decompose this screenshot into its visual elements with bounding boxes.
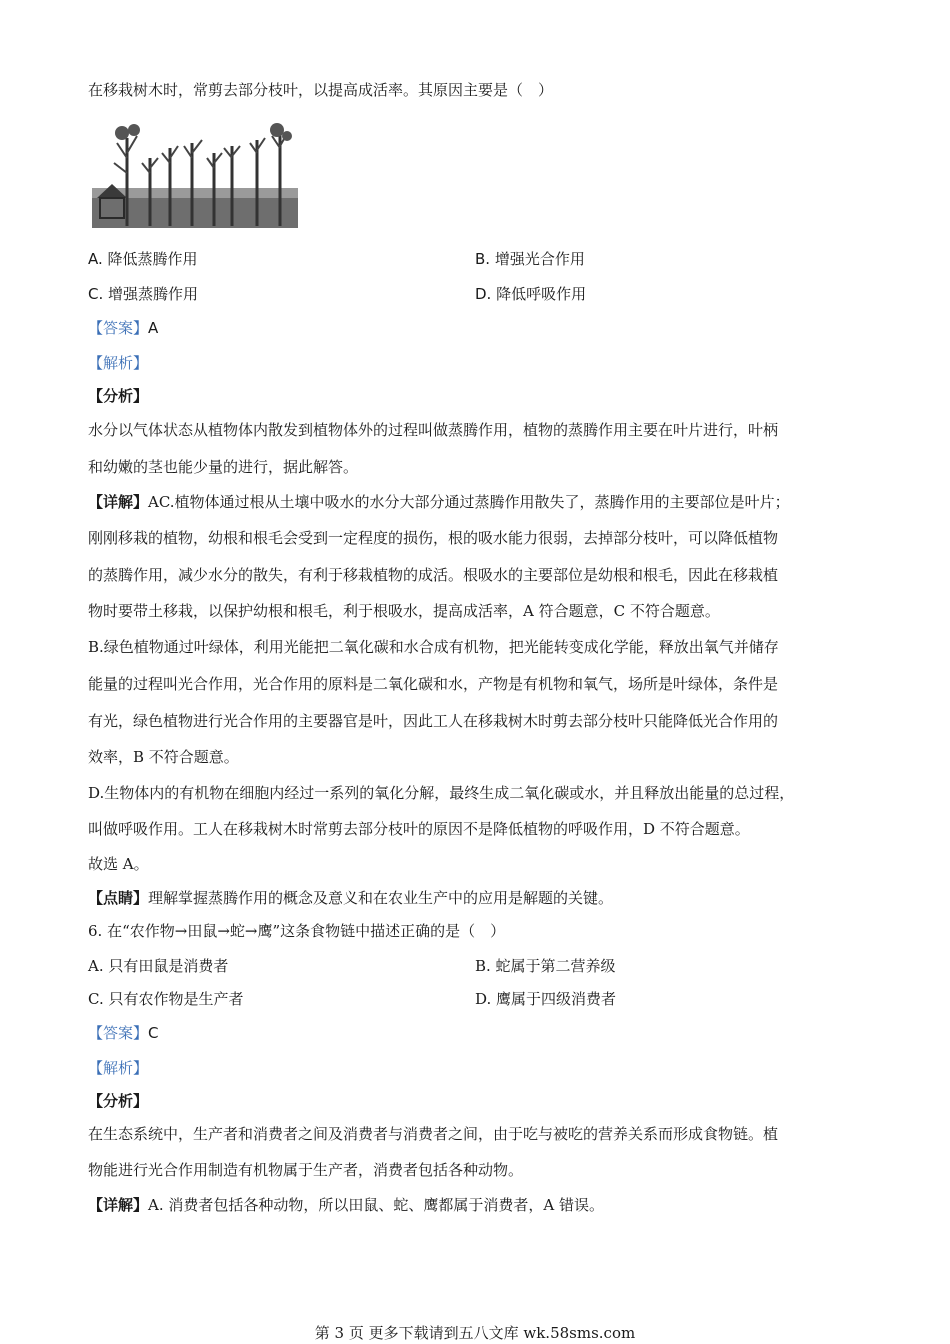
q5-detail-line (88, 492, 790, 512)
q5-detail-line: 效率，B 不符合题意。 (88, 748, 239, 766)
q6-fenxi-line: 在生态系统中，生产者和消费者之间及消费者与消费者之间，由于吃与被吃的营养关系而形成食物链。植 (88, 1125, 779, 1143)
q5-option-a[interactable]: A. 降低蒸腾作用 (88, 250, 198, 268)
q6-stem: 6. 在“农作物→田鼠→蛇→鹰”这条食物链中描述正确的是（ ） (88, 922, 506, 940)
q5-fenxi-tag: 【分析】 (88, 387, 149, 405)
q5-detail-line: 能量的过程叫光合作用，光合作用的原料是二氧化碳和水，产物是有机物和氧气，场所是叶绿体，条件是 (88, 675, 779, 693)
q5-detail-line: 故选 A。 (88, 855, 149, 873)
q6-option-d[interactable]: D. 鹰属于四级消费者 (475, 990, 617, 1008)
transplanted-trees-photo (92, 118, 298, 228)
answer-value: A (148, 319, 159, 337)
q5-detail-line: 物时要带土移栽，以保护幼根和根毛，利于根吸水，提高成活率，A 符合题意，C 不符合题意。 (88, 602, 720, 620)
q5-answer (88, 318, 158, 338)
detail-tag: 【详解】 (88, 493, 149, 511)
comment-text: 理解掌握蒸腾作用的概念及意义和在农业生产中的应用是解题的关键。 (148, 889, 614, 907)
q6-answer (88, 1023, 159, 1043)
q5-stem: 在移栽树木时，常剪去部分枝叶，以提高成活率。其原因主要是（ ） (88, 81, 554, 99)
q5-detail-line: 的蒸腾作用，减少水分的散失，有利于移栽植物的成活。根吸水的主要部位是幼根和根毛，因此在移栽植 (88, 566, 779, 584)
answer-tag: 【答案】 (88, 1024, 149, 1042)
q6-option-c[interactable]: C. 只有农作物是生产者 (88, 990, 244, 1008)
comment-tag: 【点睛】 (88, 889, 149, 907)
q5-detail-line: B.绿色植物通过叶绿体，利用光能把二氧化碳和水合成有机物，把光能转变成化学能，释放出氧气并储存 (88, 638, 779, 656)
q6-analysis-tag: 【解析】 (88, 1059, 149, 1077)
q6-detail-line (88, 1195, 604, 1215)
q5-analysis-tag: 【解析】 (88, 354, 149, 372)
answer-value: C (148, 1024, 159, 1042)
detail-text: A. 消费者包括各种动物，所以田鼠、蛇、鹰都属于消费者，A 错误。 (148, 1196, 604, 1214)
q5-detail-line: D.生物体内的有机物在细胞内经过一系列的氧化分解，最终生成二氧化碳或水，并且释放出能量的总过程， (88, 784, 795, 802)
q6-fenxi-line: 物能进行光合作用制造有机物属于生产者，消费者包括各种动物。 (88, 1161, 524, 1179)
q6-option-b[interactable]: B. 蛇属于第二营养级 (475, 957, 616, 975)
answer-tag: 【答案】 (88, 319, 149, 337)
q5-detail-line: 有光，绿色植物进行光合作用的主要器官是叶，因此工人在移栽树木时剪去部分枝叶只能降低光合作用的 (88, 712, 779, 730)
page-footer: 第 3 页 更多下载请到五八文库 wk.58sms.com (314, 1324, 636, 1342)
q5-fenxi-line: 和幼嫩的茎也能少量的进行，据此解答。 (88, 458, 359, 476)
q6-option-a[interactable]: A. 只有田鼠是消费者 (88, 957, 229, 975)
q6-fenxi-tag: 【分析】 (88, 1092, 149, 1110)
q5-detail-line: 叫做呼吸作用。工人在移栽树木时常剪去部分枝叶的原因不是降低植物的呼吸作用，D 不符合题意。 (88, 820, 750, 838)
detail-text: AC.植物体通过根从土壤中吸水的水分大部分通过蒸腾作用散失了，蒸腾作用的主要部位是叶片； (148, 493, 790, 511)
q5-comment (88, 888, 613, 908)
q5-option-d[interactable]: D. 降低呼吸作用 (475, 285, 587, 303)
q5-detail-line: 刚刚移栽的植物，幼根和根毛会受到一定程度的损伤，根的吸水能力很弱，去掉部分枝叶，可以降低植物 (88, 529, 779, 547)
detail-tag: 【详解】 (88, 1196, 149, 1214)
q5-fenxi-line: 水分以气体状态从植物体内散发到植物体外的过程叫做蒸腾作用，植物的蒸腾作用主要在叶片进行，叶柄 (88, 421, 779, 439)
q5-option-b[interactable]: B. 增强光合作用 (475, 250, 585, 268)
q5-option-c[interactable]: C. 增强蒸腾作用 (88, 285, 199, 303)
